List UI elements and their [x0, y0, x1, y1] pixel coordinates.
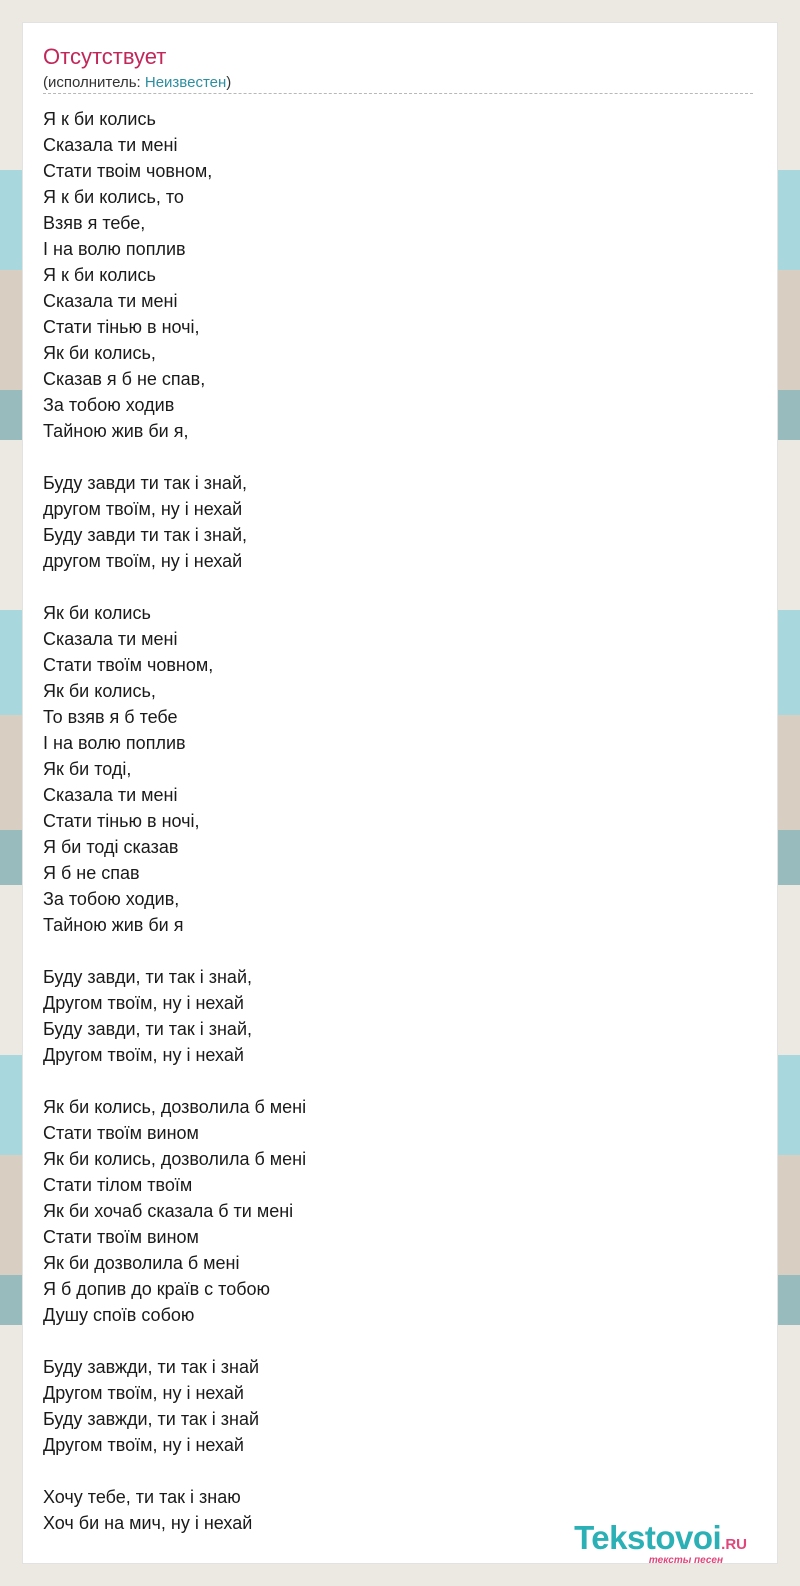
site-logo[interactable] — [574, 1519, 747, 1566]
lyric-line: Другом твоїм, ну і нехай — [43, 993, 244, 1013]
lyric-line: І на волю поплив — [43, 239, 186, 259]
lyric-line: Взяв я тебе, — [43, 213, 146, 233]
lyric-line: Стати тілом твоїм — [43, 1175, 193, 1195]
lyric-line: Сказала ти мені — [43, 785, 178, 805]
logo-name: Tekstovoi — [574, 1519, 722, 1556]
lyric-line: Буду завжди, ти так і знай — [43, 1357, 260, 1377]
lyric-line: За тобою ходив, — [43, 889, 180, 909]
lyric-line: Сказала ти мені — [43, 629, 178, 649]
stanza-break — [43, 574, 306, 600]
lyric-line: Як би колись, дозволила б мені — [43, 1097, 307, 1117]
stanza-break — [43, 444, 306, 470]
lyric-line: Буду завди ти так і знай, — [43, 525, 247, 545]
dashed-divider — [43, 93, 753, 94]
lyric-line: Як би тоді, — [43, 759, 132, 779]
lyric-line: Стати твоїм вином — [43, 1227, 199, 1247]
lyric-line: Як би хочаб сказала б ти мені — [43, 1201, 294, 1221]
lyric-line: Душу споїв собою — [43, 1305, 195, 1325]
lyric-line: Буду завжди, ти так і знай — [43, 1409, 260, 1429]
artist-prefix: (исполнитель: — [43, 74, 145, 91]
stanza-break — [43, 1328, 306, 1354]
lyric-line: Я би тоді сказав — [43, 837, 179, 857]
lyric-line: То взяв я б тебе — [43, 707, 178, 727]
lyric-line: другом твоїм, ну і нехай — [43, 499, 243, 519]
lyric-line: Другом твоїм, ну і нехай — [43, 1045, 244, 1065]
lyric-line: Як би колись, дозволила б мені — [43, 1149, 307, 1169]
lyric-line: Сказала ти мені — [43, 135, 178, 155]
song-title: Отсутствует — [43, 44, 167, 69]
artist-suffix: ) — [226, 74, 232, 91]
lyric-line: Стати твоім човном, — [43, 161, 213, 181]
lyric-line: Стати твоїм човном, — [43, 655, 214, 675]
lyrics-card — [22, 22, 778, 1564]
lyric-line: Я б допив до країв с тобою — [43, 1279, 271, 1299]
lyric-line: Другом твоїм, ну і нехай — [43, 1435, 244, 1455]
logo-tld: .RU — [721, 1536, 747, 1553]
lyric-line: Сказав я б не спав, — [43, 369, 206, 389]
lyric-line: Я к би колись — [43, 265, 156, 285]
lyric-line: Тайною жив би я — [43, 915, 184, 935]
lyric-line: Буду завди ти так і знай, — [43, 473, 247, 493]
artist-line — [43, 74, 231, 91]
lyric-line: Хочу тебе, ти так і знаю — [43, 1487, 241, 1507]
lyric-line: Стати твоїм вином — [43, 1123, 199, 1143]
lyric-line: Я б не спав — [43, 863, 140, 883]
lyric-line: другом твоїм, ну і нехай — [43, 551, 243, 571]
lyric-line: Тайною жив би я, — [43, 421, 189, 441]
lyric-line: І на волю поплив — [43, 733, 186, 753]
lyric-line: Стати тінью в ночі, — [43, 811, 200, 831]
lyric-line: Буду завди, ти так і знай, — [43, 1019, 252, 1039]
lyric-line: За тобою ходив — [43, 395, 175, 415]
artist-link[interactable]: Неизвестен — [144, 74, 227, 91]
logo-tagline: тексты песен — [648, 1555, 723, 1566]
lyric-line: Як би колись, — [43, 681, 156, 701]
stanza-break — [43, 1458, 306, 1484]
lyric-line: Як би колись, — [43, 343, 156, 363]
stanza-break — [43, 1068, 306, 1094]
stanza-break — [43, 938, 306, 964]
lyric-line: Буду завди, ти так і знай, — [43, 967, 252, 987]
lyric-line: Я к би колись, то — [43, 187, 184, 207]
lyric-line: Стати тінью в ночі, — [43, 317, 200, 337]
lyric-line: Другом твоїм, ну і нехай — [43, 1383, 244, 1403]
lyric-line: Як би колись — [43, 603, 151, 623]
lyric-line: Сказала ти мені — [43, 291, 178, 311]
lyric-line: Я к би колись — [43, 109, 156, 129]
lyrics-text — [43, 106, 306, 1536]
lyric-line: Як би дозволила б мені — [43, 1253, 240, 1273]
lyric-line: Хоч би на мич, ну і нехай — [43, 1513, 253, 1533]
